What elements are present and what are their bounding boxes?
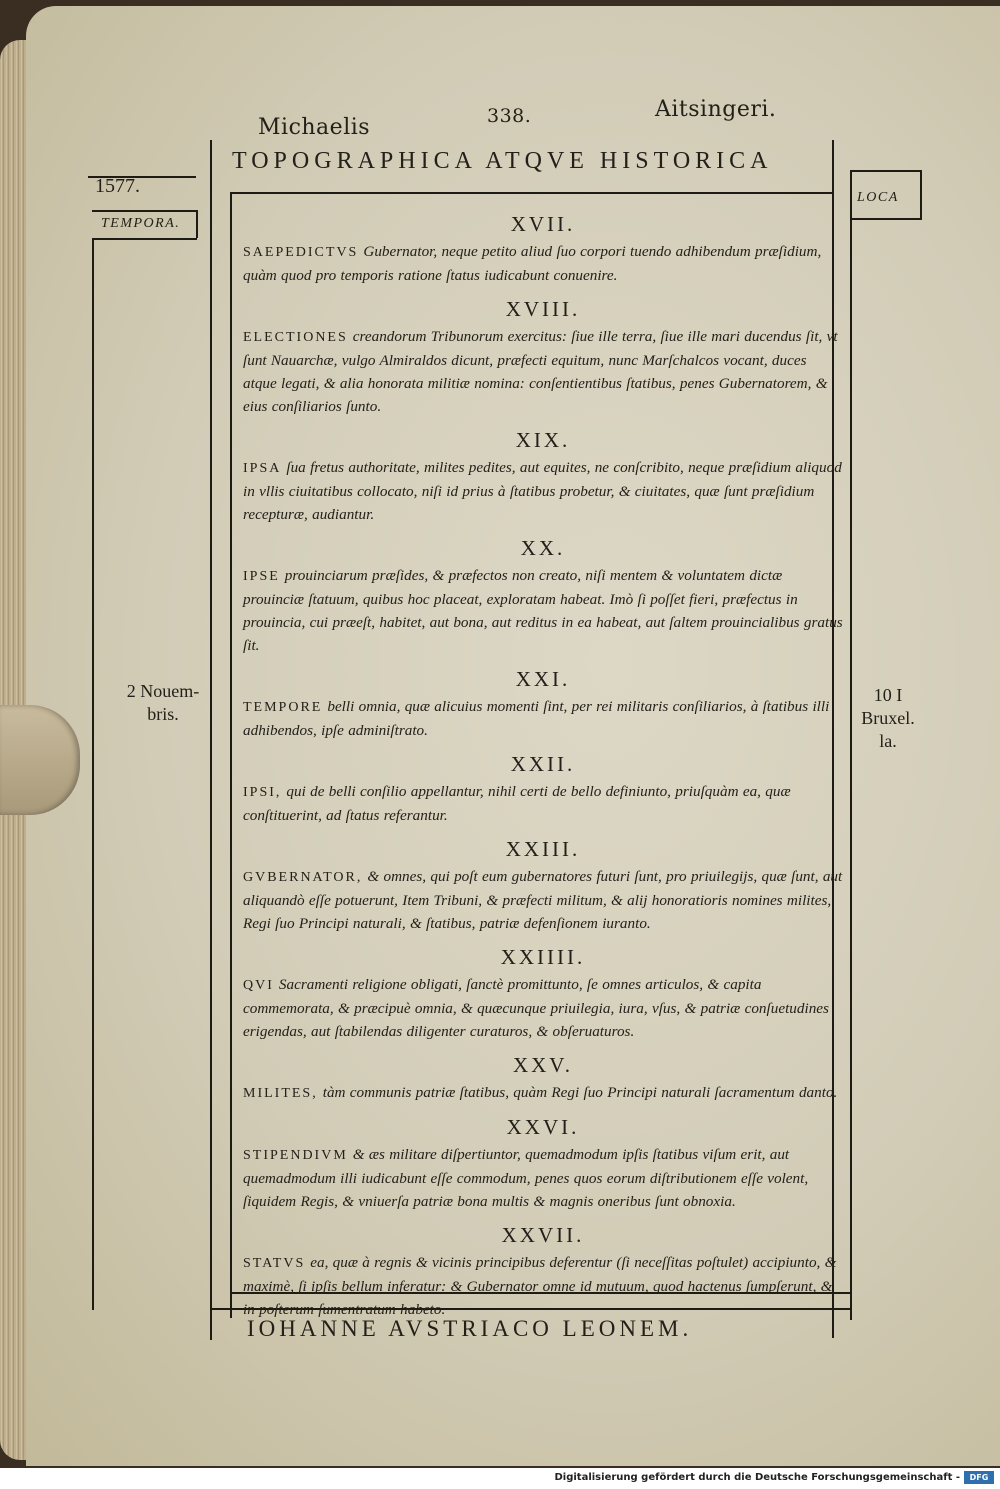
- frame-line: [230, 192, 832, 194]
- bottom-band-title: IOHANNE AVSTRIACO LEONEM.: [247, 1316, 693, 1341]
- article-lead-word: IPSE: [243, 569, 280, 584]
- frame-line: [210, 140, 212, 1340]
- article: [243, 837, 843, 935]
- loca-label: LOCA: [857, 190, 899, 205]
- article-text: SAEPEDICTVS Gubernator, neque petito aliud ſuo corpori tuendo adhibendum præſidium, quàm quod pro temporis ratione ſtatus iudicabunt conuenire.: [243, 243, 822, 284]
- article-number: XVII.: [510, 212, 576, 236]
- article-lead-word: SAEPEDICTVS: [243, 245, 359, 260]
- article-lead-word: IPSA: [243, 461, 282, 476]
- dfg-logo-icon: DFG: [964, 1471, 994, 1484]
- article-number: XXI.: [515, 667, 571, 691]
- article-text: ELECTIONES creandorum Tribunorum exercitus: ſiue ille terra, ſiue ille mari ducendus ſit, vt ſunt Nauarchæ, vulgo Almiraldos dicunt, præfecti equitum, nunc Marſchalcos vocant, duces atque legati, & alia honorata militiæ nomina: conſentientibus ſtatibus, penes Gubernatorem, & eius conſiliarios ſunto.: [243, 328, 838, 415]
- article-lead-word: TEMPORE: [243, 700, 323, 715]
- frame-line: [230, 194, 232, 1318]
- margin-note-date: 2 Nouem- bris.: [126, 681, 200, 724]
- frame-line: [920, 170, 922, 218]
- tempora-label: TEMPORA.: [101, 216, 181, 231]
- article-text: QVI Sacramenti religione obligati, ſanctè promittunto, ſe omnes articulos, & capita commemorata, & præcipuè omnia, & quæcunque priuilegia, iura, vſus, & patriæ conſuetudines erigendas, aut ſtabilendas diligenter curaturos, & obſeruaturos.: [243, 976, 829, 1040]
- article-text: IPSA ſua fretus authoritate, milites pedites, aut equites, ne conſcribito, neque præſidium aliquod in vllis ciuitatibus collocato, niſi id prius à ſtatibus probetur, & ciuitates, quæ ſunt præſidium recepturæ, audiantur.: [243, 459, 842, 523]
- article-text: STATVS ea, quæ à regnis & vicinis principibus deferentur (ſi neceſſitas poſtulet) accipiunto, & maximè, ſi ipſis bellum inferatur: & Gubernator omne id mutuum, quod hactenus ſumpſerunt, & in poſterum ſumentratum habeto.: [243, 1254, 837, 1318]
- article-number: XXVI.: [506, 1115, 580, 1139]
- article-number: XXII.: [510, 752, 576, 776]
- article-text: IPSI, qui de belli conſilio appellantur, nihil certi de bello definiunto, priuſquàm ea, quæ conſtituerint, ad ſtatus referantur.: [243, 783, 791, 824]
- article-lead-word: MILITES,: [243, 1086, 318, 1101]
- frame-line: [850, 170, 920, 172]
- article: [243, 1115, 843, 1213]
- header-right: Aitsingeri.: [655, 97, 777, 122]
- article: [243, 752, 843, 827]
- article: [243, 536, 843, 657]
- article-lead-word: IPSI,: [243, 785, 282, 800]
- article-number: XXV.: [512, 1053, 574, 1077]
- article-number: XXVII.: [501, 1223, 585, 1247]
- article: [243, 212, 843, 287]
- article: [243, 428, 843, 526]
- article-text: STIPENDIVM & æs militare diſpertiuntor, quemadmodum ipſis ſtatibus viſum erit, aut quemadmodum illi iudicabunt eſſe commodum, penes quos eorum diſtributionem eſſe volent, ſiquidem Regis, & vniuerſa patriæ bona multis & magnis oneribus ſunt obnoxia.: [243, 1146, 809, 1210]
- article-text: MILITES, tàm communis patriæ ſtatibus, quàm Regi ſuo Principi naturali ſacramentum danto.: [243, 1084, 838, 1101]
- frame-line: [850, 218, 922, 220]
- frame-line: [196, 210, 198, 238]
- running-title: TOPOGRAPHICA ATQVE HISTORICA: [232, 148, 773, 174]
- article-number: XX.: [520, 536, 566, 560]
- article: [243, 1223, 843, 1321]
- article-lead-word: QVI: [243, 978, 274, 993]
- article-number: XVIII.: [505, 297, 581, 321]
- margin-note-place: 10 I Bruxel. la.: [861, 685, 915, 751]
- article-text: GVBERNATOR, & omnes, qui poſt eum gubernatores futuri ſunt, pro priuilegijs, quæ ſunt, aut aliquandò eſſe potuerunt, Item Tribuni, & præfecti militum, & alij honoratioris nomines milites, Regi ſuo Principi naturali, & ſtatibus, patriæ defenſionem iuranto.: [243, 868, 843, 932]
- article: [243, 945, 843, 1043]
- article: [243, 297, 843, 418]
- articles-column: [243, 212, 843, 1331]
- article-number: XIX.: [515, 428, 571, 452]
- article-number: XXIII.: [505, 837, 581, 861]
- frame-line: [92, 210, 197, 212]
- article-lead-word: STIPENDIVM: [243, 1148, 348, 1163]
- article-text: IPSE prouinciarum præſides, & præfectos non creato, niſi mentem & voluntatem dictæ prouinciæ ſtatuum, quibus hoc placeat, exploratam habeat. Imò ſi poſſet fieri, præfectus in prouincia, cui præeſt, habitet, aut bona, aut reditus in ea habeat, aut ſaltem prouincialibus gratus ſit.: [243, 567, 843, 654]
- article-text: TEMPORE belli omnia, quæ alicuius momenti ſint, per rei militaris conſiliarios, à ſtatibus illi adhibendos, ipſe adminiſtrato.: [243, 698, 830, 739]
- header-left: Michaelis: [258, 115, 371, 140]
- footer-credit: Digitalisierung gefördert durch die Deutsche Forschungsgemeinschaft -: [554, 1472, 960, 1483]
- article: [243, 667, 843, 742]
- article: [243, 1053, 843, 1105]
- article-number: XXIIII.: [500, 945, 586, 969]
- page-number: 338.: [487, 105, 532, 127]
- frame-line: [92, 238, 197, 240]
- article-lead-word: STATVS: [243, 1256, 306, 1271]
- article-lead-word: ELECTIONES: [243, 330, 348, 345]
- article-lead-word: GVBERNATOR,: [243, 870, 363, 885]
- frame-line: [92, 238, 94, 1310]
- year-label: 1577.: [95, 175, 140, 197]
